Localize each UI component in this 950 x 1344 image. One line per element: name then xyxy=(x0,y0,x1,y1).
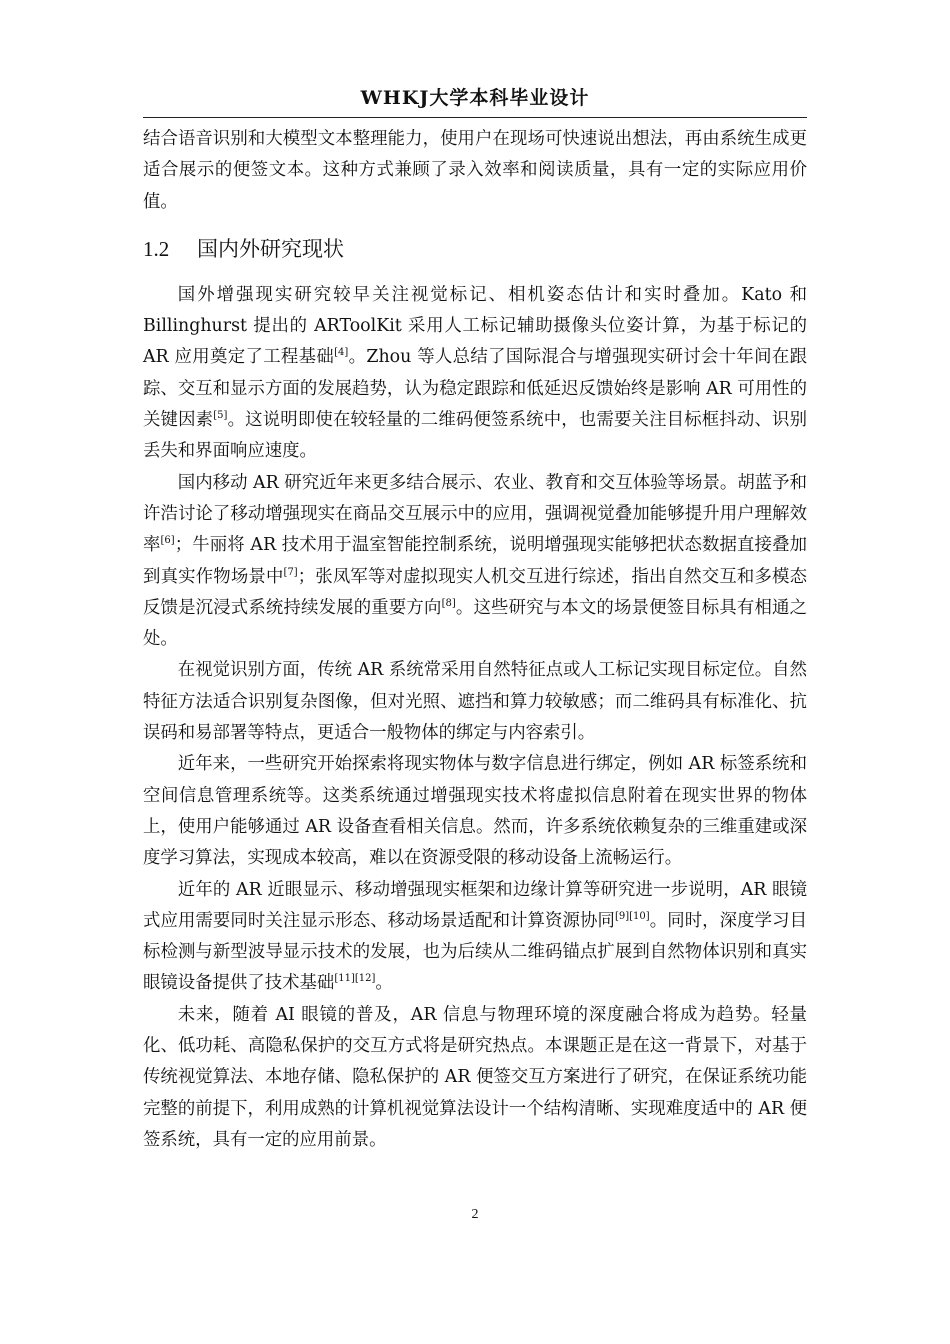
citation-ref: [9][10] xyxy=(614,910,650,922)
citation-ref: [4] xyxy=(334,347,349,359)
citation-ref: [6] xyxy=(160,535,175,547)
paragraph-foreign-research xyxy=(143,280,807,468)
paragraph-text: 近年的 AR 近眼显示、移动增强现实框架和边缘计算等研究进一步说明，AR 眼镜式应用需要同时关注显示形态、移动场景适配和计算资源协同 xyxy=(143,879,807,931)
paragraph-object-binding xyxy=(143,749,807,874)
paragraph-text: 。 xyxy=(375,973,393,994)
paragraph-text: 。这说明即使在较轻量的二维码便签系统中，也需要关注目标框抖动、识别丢失和界面响应速度。 xyxy=(143,410,807,462)
paragraph-text: 近年来，一些研究开始探索将现实物体与数字信息进行绑定，例如 AR 标签系统和空间信息管理系统等。这类系统通过增强现实技术将虚拟信息附着在现实世界的物体上，使用户能够通过 AR 设备查看相关信息。然而，许多系统依赖复杂的三维重建或深度学习算法，实现成本较高，难以在资源受限的移动设备上流畅运行。 xyxy=(143,754,807,869)
intro-paragraph: 结合语音识别和大模型文本整理能力，使用户在现场可快速说出想法，再由系统生成更适合展示的便签文本。这种方式兼顾了录入效率和阅读质量，具有一定的实际应用价值。 xyxy=(143,129,807,212)
citation-ref: [5] xyxy=(213,410,228,422)
paragraph-visual-recognition xyxy=(143,655,807,749)
paragraph-text: ；张凤军等对虚拟现实人机交互进行综述，指出自然交互和多模态反馈是沉浸式系统持续发展的重要方向 xyxy=(143,566,807,618)
page-header-title: WHKJ大学本科毕业设计 xyxy=(360,87,590,109)
header-divider xyxy=(143,117,807,118)
paragraph-near-eye-display xyxy=(143,875,807,1000)
paragraph-text: 在视觉识别方面，传统 AR 系统常采用自然特征点或人工标记实现目标定位。自然特征方法适合识别复杂图像，但对光照、遮挡和算力较敏感；而二维码具有标准化、抗误码和易部署等特点，更适合一般物体的绑定与内容索引。 xyxy=(143,660,807,744)
paragraph-text: 国内移动 AR 研究近年来更多结合展示、农业、教育和交互体验等场景。胡蓝予和许浩讨论了移动增强现实在商品交互展示中的应用，强调视觉叠加能够提升用户理解效率 xyxy=(143,472,807,556)
paragraph-domestic-research xyxy=(143,468,807,656)
citation-ref: [7] xyxy=(283,566,298,578)
citation-ref: [11][12] xyxy=(334,973,376,985)
section-heading xyxy=(143,234,807,264)
paragraph-text: 。同时，深度学习目标检测与新型波导显示技术的发展，也为后续从二维码锚点扩展到自然物体识别和真实眼镜设备提供了技术基础 xyxy=(143,910,807,994)
citation-ref: [8] xyxy=(441,597,456,609)
paragraph-future-outlook xyxy=(143,1000,807,1156)
section-number: 1.2 xyxy=(143,236,170,261)
page-body xyxy=(143,124,807,1156)
page-number: 2 xyxy=(471,1207,479,1222)
paragraph-text: 。Zhou 等人总结了国际混合与增强现实研讨会十年间在跟踪、交互和显示方面的发展趋势，认为稳定跟踪和低延迟反馈始终是影响 AR 可用性的关键因素 xyxy=(143,347,807,431)
paragraph-text: 。这些研究与本文的场景便签目标具有相通之处。 xyxy=(143,597,807,650)
section-title: 国内外研究现状 xyxy=(197,236,344,261)
paragraph-text: 未来，随着 AI 眼镜的普及，AR 信息与物理环境的深度融合将成为趋势。轻量化、低功耗、高隐私保护的交互方式将是研究热点。本课题正是在这一背景下，对基于传统视觉算法、本地存储、隐私保护的 AR 便签交互方案进行了研究，在保证系统功能完整的前提下，利用成熟的计算机视觉算法设计一个结构清晰、实现难度适中的 AR 便签系统，具有一定的应用前景。 xyxy=(143,1004,807,1150)
paragraph-text: ；牛丽将 AR 技术用于温室智能控制系统，说明增强现实能够把状态数据直接叠加到真实作物场景中 xyxy=(143,535,807,587)
paragraph-text: 国外增强现实研究较早关注视觉标记、相机姿态估计和实时叠加。Kato 和 Billinghurst 提出的 ARToolKit 采用人工标记辅助摄像头位姿计算，为基于标记的 AR 应用奠定了工程基础 xyxy=(143,284,807,368)
